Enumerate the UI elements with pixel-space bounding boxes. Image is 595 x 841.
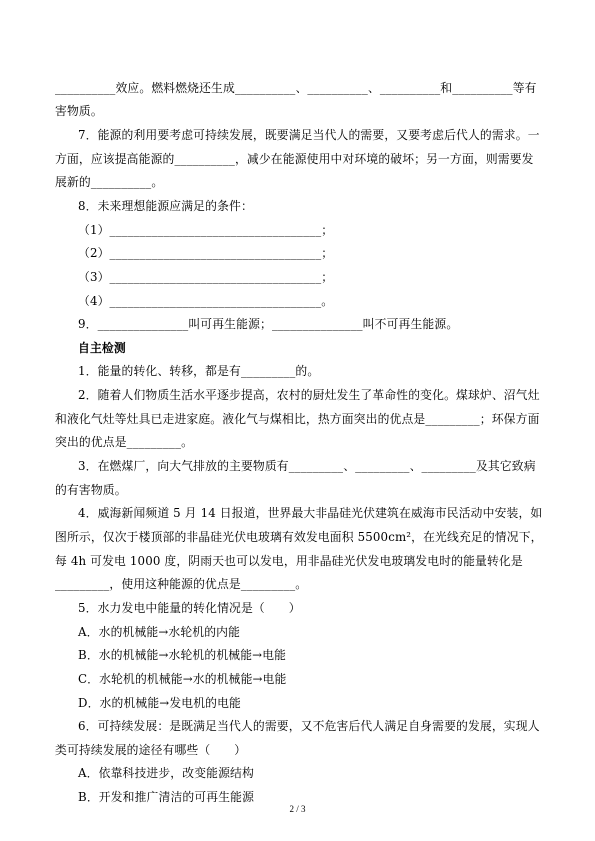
line-30: A．依靠科技进步，改变能源结构 <box>78 766 254 780</box>
line-19: 4．威海新闻频道 5 月 14 日报道，世界最大非晶硅光伏建筑在威海市民活动中安装，如 <box>78 506 543 520</box>
line-13: 1．能量的转化、转移，都是有_________的。 <box>78 364 320 378</box>
line-15: 和液化气灶等灶具已走进家庭。液化气与煤相比，热方面突出的优点是_________；环保方面 <box>55 412 540 426</box>
line-17: 3．在燃煤厂，向大气排放的主要物质有_________、_________、_________及其它致病 <box>78 459 536 473</box>
line-18: 的有害物质。 <box>55 483 127 497</box>
line-6: 8．未来理想能源应满足的条件： <box>78 199 253 213</box>
line-26: C．水轮机的机械能→水的机械能→电能 <box>78 672 287 686</box>
line-20: 图所示，仅次于楼顶部的非晶硅光伏电玻璃有效发电面积 5500cm²，在光线充足的情况下， <box>55 530 543 544</box>
line-10: （4）___________________________________。 <box>78 294 334 308</box>
line-2: 害物质。 <box>55 104 103 118</box>
line-21: 每 4h 可发电 1000 度，阴雨天也可以发电，用非晶硅光伏发电玻璃发电时的能量转化是 <box>55 554 523 568</box>
line-31: B．开发和推广清洁的可再生能源 <box>78 790 255 804</box>
line-16: 突出的优点是_________。 <box>55 435 194 449</box>
line-4: 方面，应该提高能源的__________，减少在能源使用中对环境的破坏；另一方面，则需要发 <box>55 152 534 166</box>
line-23: 5．水力发电中能量的转化情况是（ ） <box>78 601 301 615</box>
line-1: __________效应。燃料燃烧还生成__________、__________、__________和__________等有 <box>55 81 537 95</box>
line-22: _________，使用这种能源的优点是_________。 <box>55 577 308 591</box>
line-14: 2．随着人们物质生活水平逐步提高，农村的厨灶发生了革命性的变化。煤球炉、沼气灶 <box>78 388 540 402</box>
line-3: 7．能源的利用要考虑可持续发展，既要满足当代人的需要，又要考虑后代人的需求。一 <box>78 128 540 142</box>
line-5: 展新的__________。 <box>55 175 164 189</box>
line-9: （3）___________________________________； <box>78 270 334 284</box>
page-number: 2 / 3 <box>289 804 306 814</box>
line-24: A．水的机械能→水轮机的内能 <box>78 625 241 639</box>
section-heading: 自主检测 <box>78 341 126 355</box>
line-11: 9．_______________叫可再生能源；_______________叫不可再生能源。 <box>78 317 459 331</box>
line-7: （1）___________________________________； <box>78 223 334 237</box>
line-29: 类可持续发展的途径有哪些（ ） <box>55 743 247 757</box>
line-27: D．水的机械能→发电机的电能 <box>78 696 242 710</box>
line-25: B．水的机械能→水轮机的机械能→电能 <box>78 648 287 662</box>
line-28: 6．可持续发展：是既满足当代人的需要，又不危害后代人满足自身需要的发展，实现人 <box>78 719 540 733</box>
line-8: （2）___________________________________； <box>78 246 334 260</box>
